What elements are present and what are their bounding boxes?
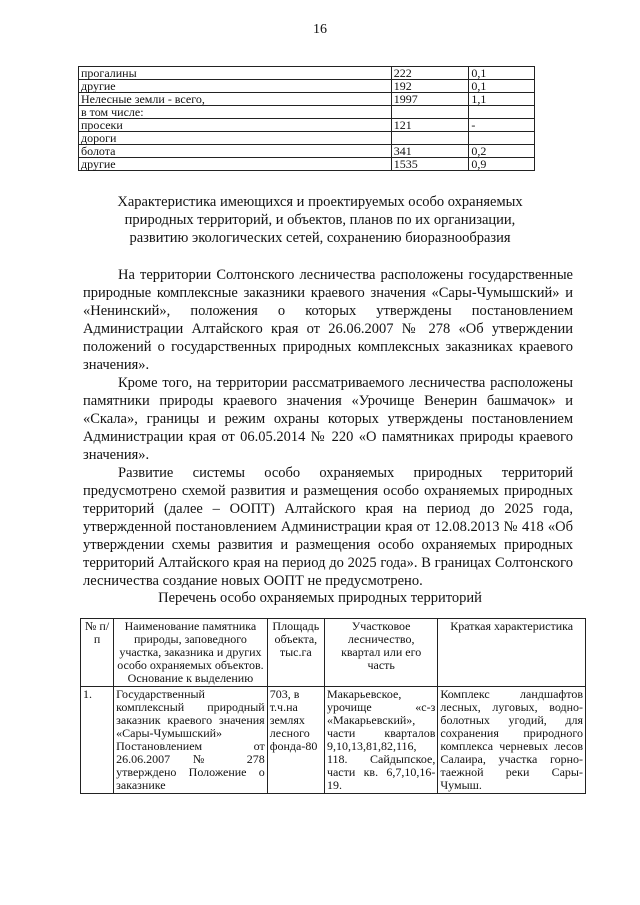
- row-area-cell: 703, в т.ч.на землях лесного фонда-80: [267, 687, 324, 794]
- land-area-cell: [391, 106, 469, 119]
- land-percent-cell: -: [469, 119, 535, 132]
- table-row: [79, 106, 535, 119]
- land-area-cell: [391, 132, 469, 145]
- table-row: [79, 67, 535, 80]
- table-row: [79, 119, 535, 132]
- land-area-cell: 341: [391, 145, 469, 158]
- table-row: [79, 132, 535, 145]
- land-area-cell: 192: [391, 80, 469, 93]
- list-title: Перечень особо охраняемых природных территорий: [158, 590, 482, 606]
- paragraph-monuments: [83, 374, 573, 464]
- oopt-table: [80, 618, 586, 794]
- page-number: 16: [313, 22, 327, 37]
- land-name-cell: болота: [79, 145, 392, 158]
- row-location-cell: Макарьевское, урочище «с-з «Макарьевский», части кварталов 9,10,13,81,82,116, 118. Сайдыпское, части кв. 6,7,10,16-19.: [324, 687, 437, 794]
- land-name-cell: прогалины: [79, 67, 392, 80]
- table-header-row: [81, 619, 586, 687]
- land-name-cell: в том числе:: [79, 106, 392, 119]
- table-row: [79, 158, 535, 171]
- header-description: Краткая характеристика: [438, 619, 586, 687]
- row-description-cell: Комплекс ландшафтов лесных, луговых, водно-болотных угодий, для сохранения природного комплекса черневых лесов Салаира, участка горно-таежной реки Сары-Чумыш.: [438, 687, 586, 794]
- land-percent-cell: 0,1: [469, 80, 535, 93]
- land-name-cell: другие: [79, 80, 392, 93]
- land-name-cell: другие: [79, 158, 392, 171]
- header-num: № п/п: [81, 619, 114, 687]
- header-area: Площадь объекта, тыс.га: [267, 619, 324, 687]
- table-row: [81, 687, 586, 794]
- land-area-cell: 1997: [391, 93, 469, 106]
- row-num-cell: 1.: [81, 687, 114, 794]
- land-area-cell: 222: [391, 67, 469, 80]
- land-percent-cell: 1,1: [469, 93, 535, 106]
- paragraph-text: На территории Солтонского лесничества расположены государственные природные комплексные заказники краевого значения «Сары-Чумышский» и «Ненинский», положения о которых утверждены постановлением Администрации Алтайского края от 26.06.2007 № 278 «Об утверждении положений о государственных природных комплексных заказниках краевого значения».: [83, 267, 573, 373]
- header-name: Наименование памятника природы, заповедного участка, заказника и других особо охраняемых объектов. Основание к выделению: [114, 619, 268, 687]
- table-row: [79, 80, 535, 93]
- land-percent-cell: [469, 132, 535, 145]
- land-category-table: [78, 66, 535, 171]
- land-percent-cell: 0,1: [469, 67, 535, 80]
- land-name-cell: дороги: [79, 132, 392, 145]
- land-percent-cell: 0,9: [469, 158, 535, 171]
- land-percent-cell: 0,2: [469, 145, 535, 158]
- land-name-cell: просеки: [79, 119, 392, 132]
- paragraph-text: Развитие системы особо охраняемых природных территорий предусмотрено схемой развития и размещения особо охраняемых природных территорий (далее – ООПТ) Алтайского края на период до 2025 года, утвержденной постановлением Администрации края от 12.08.2013 № 418 «Об утверждении схемы развития и размещения особо охраняемых природных территорий Алтайского края на период до 2025 года». В границах Солтонского лесничества создание новых ООПТ не предусмотрено.: [83, 465, 573, 589]
- land-name-cell: Нелесные земли - всего,: [79, 93, 392, 106]
- table-row: [79, 145, 535, 158]
- paragraph-zakazniki: [83, 266, 573, 374]
- row-name-cell: Государственный комплексный природный заказник краевого значения «Сары-Чумышский» Постановлением от 26.06.2007 № 278 утверждено Положение о заказнике: [114, 687, 268, 794]
- paragraph-text: Кроме того, на территории рассматриваемого лесничества расположены памятники природы краевого значения «Урочище Венерин башмачок» и «Скала», границы и режим охраны которых утверждены постановлением Администрации края от 06.05.2014 № 220 «О памятниках природы краевого значения».: [83, 375, 573, 463]
- paragraph-development: [83, 464, 573, 590]
- land-area-cell: 121: [391, 119, 469, 132]
- land-percent-cell: [469, 106, 535, 119]
- land-area-cell: 1535: [391, 158, 469, 171]
- section-heading: Характеристика имеющихся и проектируемых особо охраняемых природных территорий, и объектов, планов по их организации, развитию экологических сетей, сохранению биоразнообразия: [117, 194, 523, 246]
- header-location: Участковое лесничество, квартал или его часть: [324, 619, 437, 687]
- table-row: [79, 93, 535, 106]
